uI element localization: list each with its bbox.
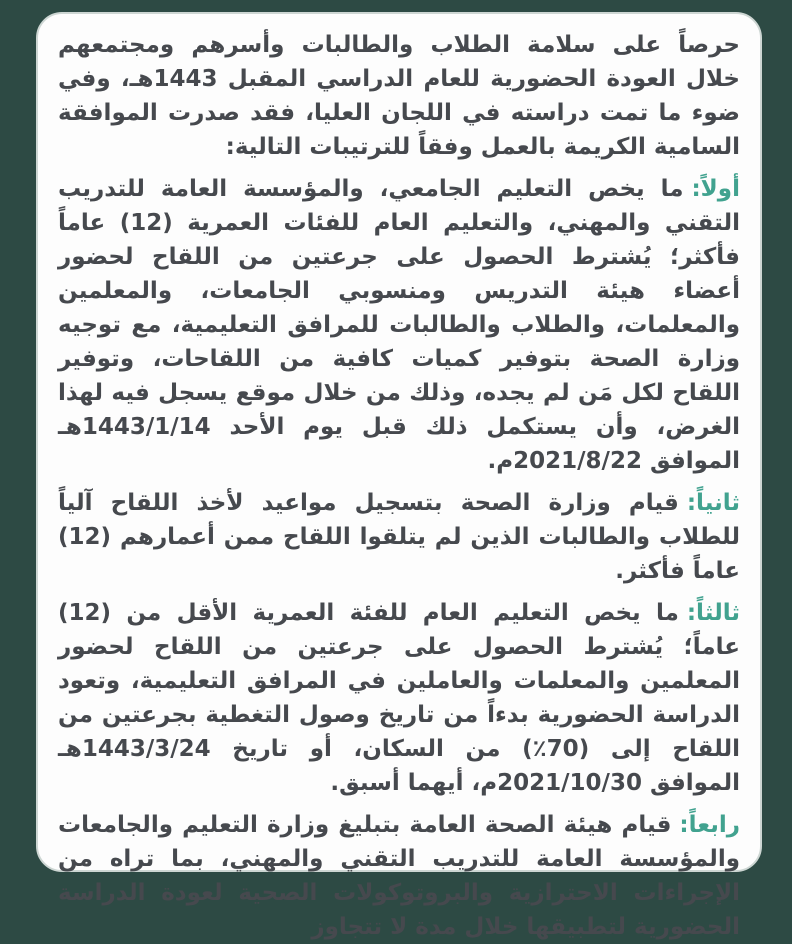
section-second-label: ثانياً:	[686, 490, 740, 516]
section-first	[58, 172, 740, 478]
section-fourth	[58, 808, 740, 944]
section-third-text: ما يخص التعليم العام للفئة العمرية الأقل من (12) عاماً؛ يُشترط الحصول على جرعتين من اللقاح لحضور المعلمين والمعلمات والعاملين في المرافق التعليمية، وتعود الدراسة الحضورية بدءاً من تاريخ وصول التغطية بجرعتين من اللقاح إلى (70٪) من السكان، أو تاريخ 1443/3/24هـ الموافق 2021/10/30م، أيهما أسبق.	[58, 600, 740, 796]
section-second	[58, 486, 740, 588]
section-fourth-text: قيام هيئة الصحة العامة بتبليغ وزارة التعليم والجامعات والمؤسسة العامة للتدريب التقني والمهني، بما تراه من الإجراءات الاحترازية والبروتوكولات الصحية لعودة الدراسة الحضورية لتطبيقها خلال مدة لا تتجاوز	[58, 812, 740, 940]
section-third-label: ثالثاً:	[686, 600, 740, 626]
section-first-label: أولاً:	[691, 176, 740, 202]
section-second-text: قيام وزارة الصحة بتسجيل مواعيد لأخذ اللقاح آلياً للطلاب والطالبات الذين لم يتلقوا اللقاح ممن أعمارهم (12) عاماً فأكثر.	[58, 490, 740, 584]
announcement-text	[58, 28, 740, 944]
section-third	[58, 596, 740, 800]
section-fourth-label: رابعاً:	[679, 812, 740, 838]
announcement-card	[36, 12, 762, 940]
intro-paragraph: حرصاً على سلامة الطلاب والطالبات وأسرهم ومجتمعهم خلال العودة الحضورية للعام الدراسي المقبل 1443هـ، وفي ضوء ما تمت دراسته في اللجان العليا، فقد صدرت الموافقة السامية الكريمة بالعمل وفقاً للترتيبات التالية:	[58, 32, 741, 160]
section-first-text: ما يخص التعليم الجامعي، والمؤسسة العامة للتدريب التقني والمهني، والتعليم العام للفئات العمرية (12) عاماً فأكثر؛ يُشترط الحصول على جرعتين من اللقاح لحضور أعضاء هيئة التدريس ومنسوبي الجامعات، والمعلمين والمعلمات، والطلاب والطالبات للمرافق التعليمية، مع توجيه وزارة الصحة بتوفير كميات كافية من اللقاحات، وتوفير اللقاح لكل مَن لم يجده، وذلك من خلال موقع يسجل فيه لهذا الغرض، وأن يستكمل ذلك قبل يوم الأحد 1443/1/14هـ الموافق 2021/8/22م.	[58, 176, 740, 474]
